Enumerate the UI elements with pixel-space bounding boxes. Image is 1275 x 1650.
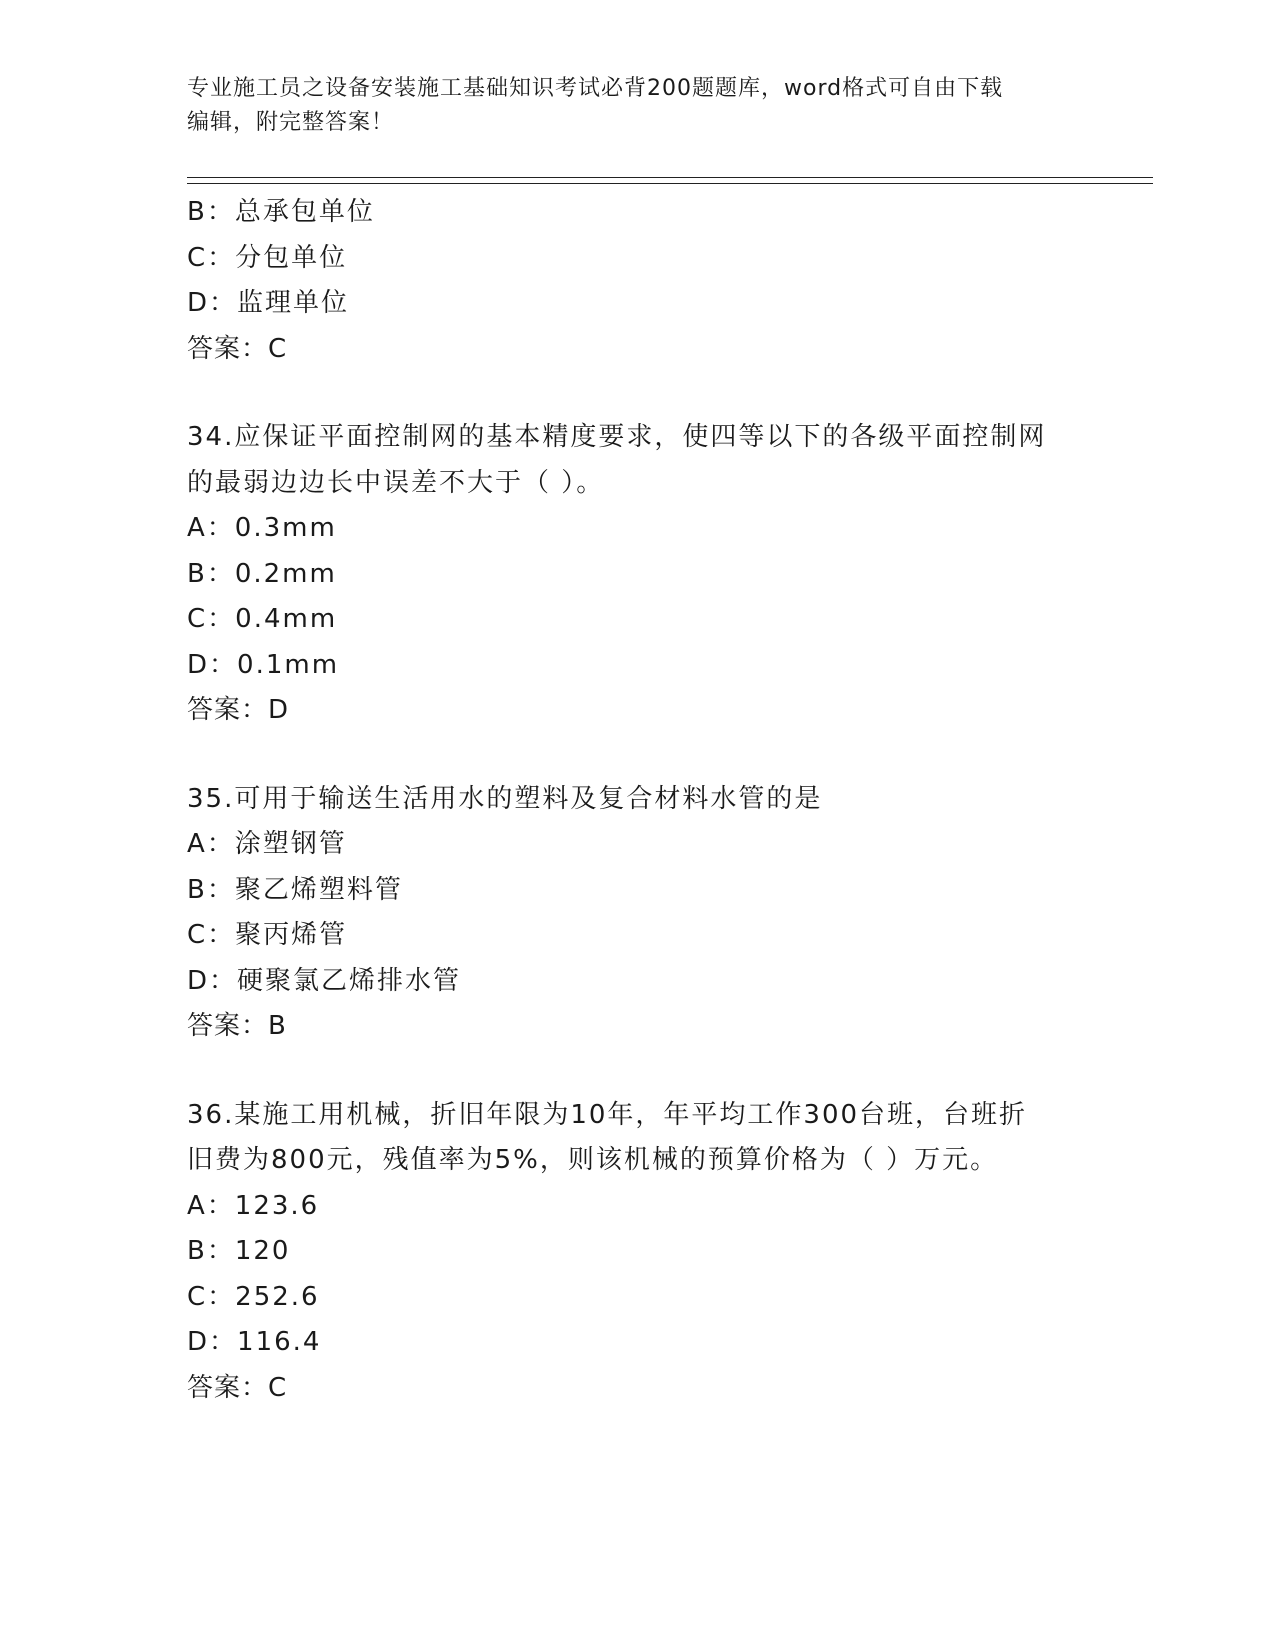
header-line-1: 专业施工员之设备安装施工基础知识考试必背200题题库，word格式可自由下载: [187, 76, 1004, 101]
option-c: C：聚丙烯管: [187, 920, 348, 950]
option-d: D：监理单位: [187, 288, 350, 318]
question-35: [187, 777, 1087, 1050]
question-list: [187, 190, 1087, 1411]
answer-line: 答案：C: [187, 333, 288, 364]
question-36: [187, 1093, 1087, 1412]
option-d: D：硬聚氯乙烯排水管: [187, 965, 462, 996]
question-text-line-2: 的最弱边边长中误差不大于（ ）。: [187, 467, 605, 498]
question-33-continued: [187, 190, 1087, 372]
option-a: A：0.3mm: [187, 513, 337, 543]
header-divider-top: [187, 177, 1153, 178]
option-b: B：总承包单位: [187, 197, 375, 227]
document-header: [187, 72, 1087, 140]
header-line-2: 编辑，附完整答案！: [187, 110, 395, 135]
question-34: [187, 415, 1087, 734]
option-c: C：0.4mm: [187, 604, 338, 634]
question-text-line-1: 35.可用于输送生活用水的塑料及复合材料水管的是: [187, 783, 823, 814]
option-b: B：120: [187, 1236, 291, 1266]
question-text-line-2: 旧费为800元，残值率为5%，则该机械的预算价格为（ ）万元。: [187, 1145, 999, 1175]
header-divider-bottom: [187, 183, 1153, 184]
answer-line: 答案：D: [187, 695, 290, 725]
option-a: A：123.6: [187, 1190, 320, 1221]
option-b: B：聚乙烯塑料管: [187, 874, 403, 905]
option-b: B：0.2mm: [187, 558, 337, 589]
option-d: D：116.4: [187, 1327, 322, 1357]
option-c: C：分包单位: [187, 242, 348, 273]
question-text-line-1: 36.某施工用机械，折旧年限为10年，年平均工作300台班，台班折: [187, 1099, 1028, 1130]
answer-line: 答案：B: [187, 1011, 287, 1041]
option-d: D：0.1mm: [187, 649, 340, 680]
answer-line: 答案：C: [187, 1372, 288, 1403]
question-text-line-1: 34.应保证平面控制网的基本精度要求，使四等以下的各级平面控制网: [187, 422, 1047, 452]
option-c: C：252.6: [187, 1281, 320, 1312]
option-a: A：涂塑钢管: [187, 829, 347, 859]
